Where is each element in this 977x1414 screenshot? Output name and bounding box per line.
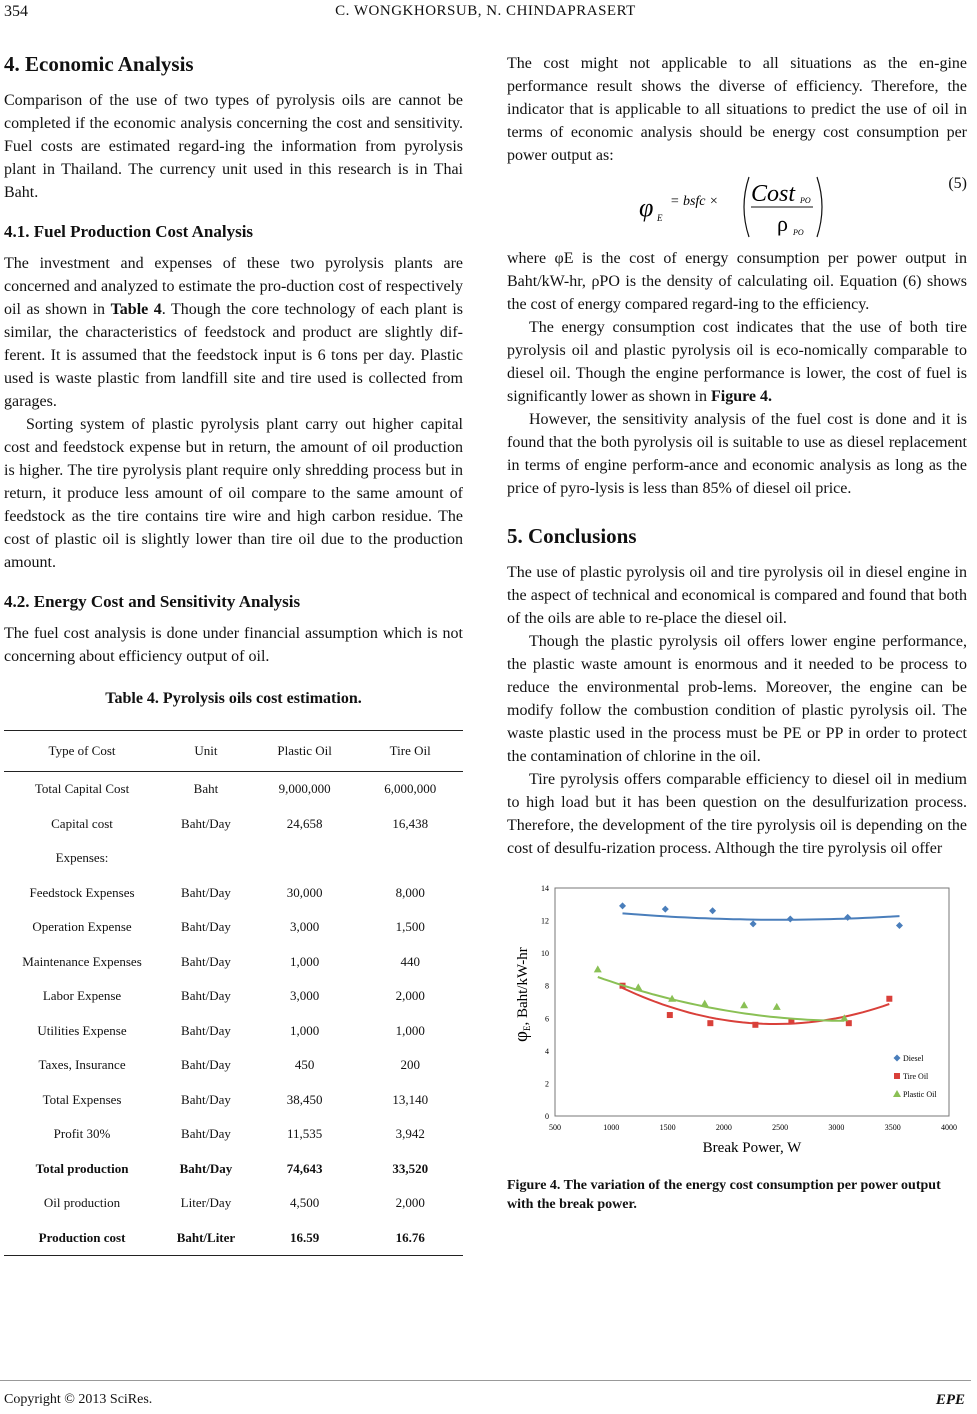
eq-rhs: = bsfc ×: [670, 194, 719, 209]
section-5-heading: 5. Conclusions: [507, 524, 637, 548]
energy-paragraph: The energy consumption cost indicates that the use of both tire pyrolysis oil and plastic pyrolysis oil is eco-nomically comparable to diesel oil. Though the engine performance is lower, the cost of fuel is significantly lower as shown in Figure 4.: [507, 319, 967, 405]
legend-marker: [894, 1073, 900, 1079]
table-header-cell: Plastic Oil: [252, 731, 358, 772]
table-cell: Operation Expense: [32, 919, 132, 935]
y-tick-label: 14: [541, 884, 549, 893]
data-point-diesel: [750, 920, 757, 927]
section-4-2-paragraph-1: The fuel cost analysis is done under financial assumption which is not concerning about efficiency output of oil.: [4, 625, 463, 665]
legend-label: Diesel: [903, 1054, 924, 1063]
table-cell: 1,000: [290, 953, 320, 969]
trendline-plastic-oil: [598, 977, 845, 1021]
table-cell: Profit 30%: [53, 1126, 111, 1142]
table-cell: Total Capital Cost: [34, 781, 130, 797]
y-tick-label: 10: [541, 949, 549, 959]
conclusion-paragraph-1: The use of plastic pyrolysis oil and tire pyrolysis oil in diesel engine in the aspect of technical and economical is compared and found that both of the oils are able to re-place the diesel oil.: [507, 564, 967, 627]
table-cell: Production cost: [4, 1221, 160, 1256]
table-header-cell: Tire Oil: [357, 731, 463, 772]
x-axis-label: Break Power, W: [702, 1140, 802, 1156]
eq-cost: Cost: [751, 181, 796, 207]
table-cell: 4,500: [290, 1195, 320, 1211]
table-cell: 6,000,000: [384, 781, 437, 797]
table-cell: 74,643: [286, 1160, 323, 1176]
table-row: [4, 979, 463, 1014]
section-4-paragraph: Comparison of the use of two types of pyrolysis oils are cannot be completed if the economic analysis concerning the cost and sensitivity. Fuel costs are estimated regard-ing the information from pyrolysis plant in Thailand. The currency unit used in this research is in Thai Baht.: [4, 92, 463, 201]
table-cell: [160, 841, 252, 876]
data-point-tire-oil: [667, 1012, 673, 1018]
y-axis-label: [511, 947, 532, 1042]
table-cell: Feedstock Expenses: [29, 884, 135, 900]
data-point-tire-oil: [752, 1022, 758, 1028]
x-tick-label: 3000: [828, 1123, 845, 1132]
table-cell: 16.76: [357, 1221, 463, 1256]
eq-sub-e: E: [657, 213, 663, 223]
conclusion-paragraph-2: Though the plastic pyrolysis oil offers lower engine performance, the plastic waste amount is enormous and it needed to be process to reduce the environmental prob-lems. Moreover, the engine can be modify follow the combustion condition of plastic pyrolysis oil. The waste plastic used in the process must be PE or PP in order to protect the contamination of chlorine in the oil.: [507, 633, 967, 765]
table-cell: 1,000: [290, 1022, 320, 1038]
section-4-1-heading: 4.1. Fuel Production Cost Analysis: [4, 222, 254, 241]
table-row: [4, 841, 463, 876]
table-cell: Baht: [193, 781, 219, 797]
table-row: [4, 1048, 463, 1083]
data-point-diesel: [896, 922, 903, 929]
data-point-diesel: [619, 902, 626, 909]
table-cell: 30,000: [286, 884, 323, 900]
table-cell: 440: [400, 953, 420, 969]
x-tick-label: 4000: [941, 1123, 957, 1132]
table-row: [4, 1221, 463, 1256]
table-row: [4, 1117, 463, 1152]
data-point-tire-oil: [707, 1020, 713, 1026]
table-cell: Capital cost: [51, 815, 113, 831]
right-column: [507, 52, 967, 1214]
table-cell: 33,520: [392, 1160, 429, 1176]
table-row: [4, 945, 463, 980]
table-row: [4, 910, 463, 945]
data-point-plastic-oil: [773, 1003, 781, 1010]
data-point-diesel: [662, 906, 669, 913]
table-cell: Baht/Day: [181, 1057, 231, 1073]
y-tick-label: 0: [545, 1112, 549, 1121]
table-cell: Baht/Day: [181, 1022, 231, 1038]
table-cell: 1,500: [395, 919, 425, 935]
data-point-plastic-oil: [594, 965, 602, 972]
data-point-diesel: [844, 914, 851, 921]
data-point-plastic-oil: [634, 983, 642, 990]
cost-paragraph: The cost might not applicable to all situations as the en-gine performance result shows the diverse of efficiency. Therefore, the indicator that is applicable to all situations to predict the use of oil in terms of economic analysis should be energy cost consumption per power output as:: [507, 55, 967, 164]
table-row: [4, 1186, 463, 1221]
running-head: C. WONGKHORSUB, N. CHINDAPRASERT: [335, 3, 636, 19]
x-tick-label: 1000: [603, 1123, 620, 1132]
table-cell: 450: [294, 1057, 315, 1073]
table-cell: Baht/Day: [181, 815, 231, 831]
table-cell: Baht/Liter: [160, 1221, 252, 1256]
table-cell: 38,450: [286, 1091, 323, 1107]
y-tick-label: 2: [545, 1079, 549, 1089]
eq-sub-po-2: PO: [793, 228, 804, 237]
sensitivity-paragraph: However, the sensitivity analysis of the fuel cost is done and it is found that the both pyrolysis oil is suitable to use as diesel replacement in terms of engine perform-ance and economic analysis as long as the price of pyro-lysis is less than 85% of diesel oil price.: [507, 411, 967, 497]
table-cell: Baht/Day: [181, 953, 231, 969]
table-header-cell: Type of Cost: [4, 731, 160, 772]
trendline-tire-oil: [623, 988, 890, 1024]
data-point-tire-oil: [886, 996, 892, 1002]
table-cell: Baht/Day: [181, 1091, 231, 1107]
table-cell: 2,000: [395, 988, 425, 1004]
table-cell: 8,000: [395, 884, 425, 900]
table-caption: Table 4. Pyrolysis oils cost estimation.: [105, 690, 362, 707]
table-cell: 3,942: [395, 1126, 425, 1142]
table-cell: 200: [400, 1057, 420, 1073]
figure-4: [511, 878, 957, 1168]
table-4-ref[interactable]: Table 4: [110, 301, 162, 318]
table-row: [4, 772, 463, 807]
table-cell: Taxes, Insurance: [38, 1057, 126, 1073]
eq-sub-po-1: PO: [800, 196, 811, 205]
equation-number: (5): [948, 175, 967, 192]
table-row: [4, 1014, 463, 1049]
eq-phi: φ: [639, 193, 654, 222]
table-cell: Liter/Day: [180, 1195, 232, 1211]
page-number: 354: [4, 3, 28, 20]
x-tick-label: 2500: [772, 1123, 789, 1132]
figure-caption: Figure 4. The variation of the energy cost consumption per power output with the break power.: [507, 1178, 941, 1212]
journal-name: EPE: [935, 1392, 965, 1408]
data-point-diesel: [787, 915, 794, 922]
table-header-row: [4, 731, 463, 772]
equation-graphic: [637, 171, 977, 241]
trendline-diesel: [623, 913, 900, 919]
conclusion-paragraph-3: Tire pyrolysis offers comparable efficiency to diesel oil in medium to high load but it has been question on the desulfurization process. Therefore, the development of the tire pyrolysis oil is depending on the cost of desulfu-rization process. Although the tire pyrolysis oil offer: [507, 771, 967, 857]
table-cell: 9,000,000: [278, 781, 331, 797]
table-row: [4, 1152, 463, 1187]
x-tick-label: 2000: [715, 1123, 732, 1132]
y-tick-label: 6: [545, 1014, 549, 1024]
legend-marker: [894, 1055, 901, 1062]
page-header: [0, 0, 971, 30]
table-cell: Expenses:: [55, 850, 109, 866]
x-tick-label: 500: [549, 1123, 561, 1132]
footer-rule: [0, 1380, 971, 1381]
y-tick-label: 12: [541, 916, 549, 926]
svg-text:φE, Baht/kW-hr: $\varphi_E$, Baht/kW-hr: [511, 947, 532, 1042]
data-point-plastic-oil: [701, 1000, 709, 1007]
table-row: [4, 1083, 463, 1118]
legend-label: Tire Oil: [903, 1072, 929, 1081]
where-paragraph: where φE is the cost of energy consumption per power output in Baht/kW-hr, ρPO is the density of calculating oil. Equation (6) shows the cost of energy compared regard-ing to the efficiency.: [507, 250, 967, 313]
table-cell: Baht/Day: [179, 1160, 233, 1176]
figure-4-ref[interactable]: Figure 4.: [710, 388, 772, 405]
section-4-heading: 4. Economic Analysis: [4, 52, 194, 76]
table-cell: 2,000: [395, 1195, 425, 1211]
table-cell: Baht/Day: [181, 919, 231, 935]
table-cell: Baht/Day: [181, 988, 231, 1004]
section-4-1-paragraph-1: The investment and expenses of these two pyrolysis plants are concerned and analyzed to estimate the pro-duction cost of respectively oil as shown in Table 4. Though the core technology of each plant is similar, the characteristics of feedstock and product are slightly dif-ferent. It is assumed that the feedstock input is 6 tons per day. Plastic used is waste plastic from landfill site and tire used is collected from garages.: [4, 255, 464, 410]
table-cell: Baht/Day: [181, 884, 231, 900]
table-cell: Labor Expense: [42, 988, 122, 1004]
data-point-diesel: [709, 907, 716, 914]
x-tick-label: 3500: [884, 1123, 901, 1132]
table-row: [4, 807, 463, 842]
table-cell: 1,000: [395, 1022, 425, 1038]
copyright: Copyright © 2013 SciRes.: [4, 1392, 153, 1407]
table-cell: 3,000: [290, 988, 320, 1004]
left-column: [4, 52, 463, 1256]
equation-5: [507, 171, 967, 241]
table-row: [4, 876, 463, 911]
y-tick-label: 8: [545, 981, 549, 991]
table-cell: Total Expenses: [42, 1091, 122, 1107]
eq-rho: ρ: [777, 211, 788, 236]
table-cell: 11,535: [286, 1126, 323, 1142]
x-tick-label: 1500: [659, 1123, 676, 1132]
legend-marker: [893, 1090, 901, 1097]
table-cell: Utilities Expense: [37, 1022, 127, 1038]
table-cell: 13,140: [392, 1091, 429, 1107]
table-cell: 16.59: [252, 1221, 358, 1256]
legend-label: Plastic Oil: [903, 1090, 937, 1099]
energy-cost-chart: [511, 878, 957, 1168]
table-cell: 16,438: [392, 815, 429, 831]
data-point-plastic-oil: [740, 1001, 748, 1008]
table-cell: 24,658: [286, 815, 323, 831]
table-cell: Maintenance Expenses: [22, 953, 142, 969]
cost-table: [4, 730, 463, 1256]
table-cell: 3,000: [290, 919, 320, 935]
table-cell: [357, 841, 463, 876]
table-cell: [252, 841, 358, 876]
table-header-cell: Unit: [160, 731, 252, 772]
table-cell: Baht/Day: [181, 1126, 231, 1142]
section-4-1-paragraph-2: Sorting system of plastic pyrolysis plant carry out higher capital cost and feedstock expense but in return, the amount of oil production is higher. The tire pyrolysis plant require only shredding process but in return, it produce less amount of oil compare to the same amount of feedstock as the tire contains tire wire and high carbon residue. The cost of plastic oil is slightly lower than tire oil due to the production amount.: [4, 416, 463, 571]
section-4-2-heading: 4.2. Energy Cost and Sensitivity Analysis: [4, 592, 301, 611]
table-cell: Oil production: [43, 1195, 121, 1211]
y-tick-label: 4: [545, 1046, 549, 1056]
table-cell: Total production: [35, 1160, 129, 1176]
